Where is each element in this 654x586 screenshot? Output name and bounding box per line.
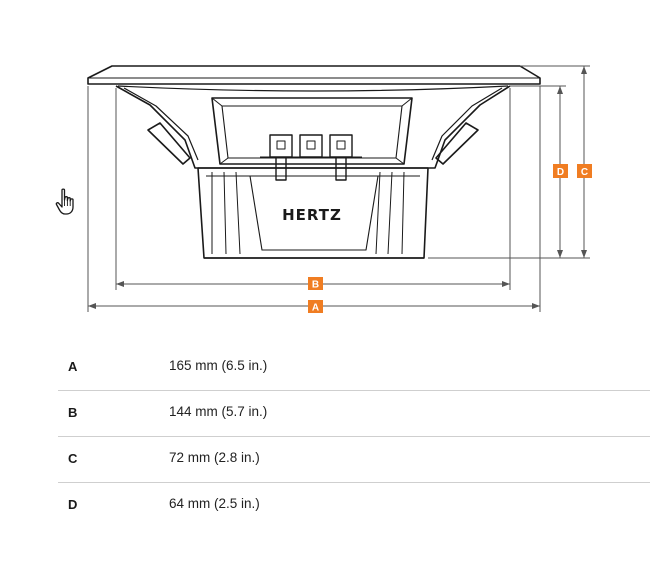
speaker-terminals bbox=[260, 135, 362, 180]
motor-housing bbox=[212, 98, 412, 164]
spec-value: 165 mm (6.5 in.) bbox=[169, 358, 268, 373]
dimension-tag-b bbox=[308, 277, 323, 291]
table-row bbox=[58, 345, 650, 391]
spec-key: C bbox=[68, 451, 78, 466]
brand-logo: HERTZ bbox=[282, 206, 342, 224]
table-row bbox=[58, 437, 650, 483]
speaker-flange bbox=[88, 66, 540, 84]
svg-text:A: A bbox=[311, 302, 320, 314]
spec-value: 64 mm (2.5 in.) bbox=[169, 496, 260, 511]
basket-window-left bbox=[148, 123, 190, 164]
dimension-tag-d bbox=[553, 164, 568, 178]
table-row bbox=[58, 483, 650, 528]
dimensions-table bbox=[58, 345, 650, 528]
spec-value: 72 mm (2.8 in.) bbox=[169, 450, 260, 465]
dimension-tag-c bbox=[577, 164, 592, 178]
svg-text:D: D bbox=[556, 167, 565, 178]
spec-key: D bbox=[68, 497, 78, 512]
spec-key: A bbox=[68, 359, 78, 374]
spec-value: 144 mm (5.7 in.) bbox=[169, 404, 268, 419]
svg-text:B: B bbox=[311, 279, 320, 291]
svg-text:C: C bbox=[580, 167, 589, 178]
hand-pointer-icon bbox=[54, 188, 78, 216]
dimension-tag-a bbox=[308, 300, 323, 314]
table-row bbox=[58, 391, 650, 437]
spec-key: B bbox=[68, 405, 78, 420]
basket-window-right bbox=[436, 123, 478, 164]
